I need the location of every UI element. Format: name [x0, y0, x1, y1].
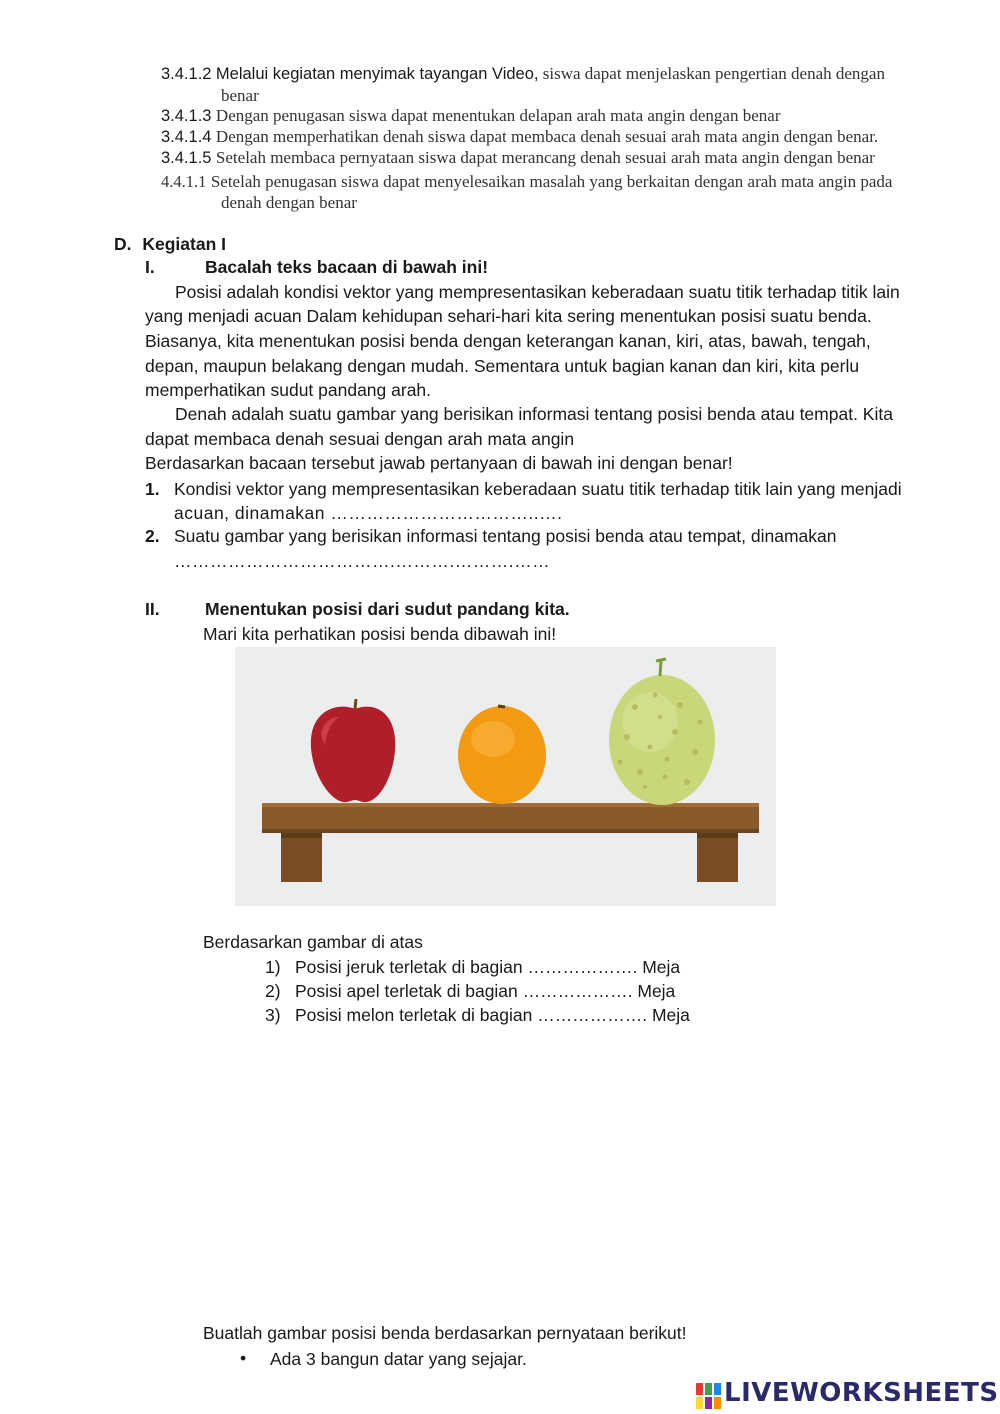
objective-3-4-1-2-cont: benar — [221, 86, 259, 105]
logo-wordmark: LIVEWORKSHEETS — [724, 1378, 999, 1408]
question-text: Kondisi vektor yang mempresentasikan keberadaan suatu titik terhadap titik lain yang menjadi — [174, 479, 902, 499]
p1-line: Posisi adalah kondisi vektor yang mempresentasikan keberadaan suatu titik terhadap titik lain — [175, 282, 900, 302]
question-text: Suatu gambar yang berisikan informasi tentang posisi benda atau tempat, dinamakan — [174, 526, 837, 546]
objective-4-4-1-1-cont: denah dengan benar — [221, 193, 357, 212]
p1-line: yang menjadi acuan Dalam kehidupan sehari-hari kita sering menentukan posisi suatu benda. — [145, 306, 872, 326]
question-number: 1. — [145, 479, 160, 499]
objective-3-4-1-5: 3.4.1.5 Setelah membaca pernyataan siswa dapat merancang denah sesuai arah mata angin dengan benar — [161, 148, 875, 167]
position-question-orange[interactable]: Posisi jeruk terletak di bagian ………………. Meja — [295, 957, 681, 977]
answer-blank[interactable]: ……………………………….……….……….…… — [174, 551, 551, 571]
section-d-label: D. — [114, 234, 132, 254]
objective-3-4-1-4: 3.4.1.4 Dengan memperhatikan denah siswa dapat membaca denah sesuai arah mata angin dengan benar. — [161, 127, 879, 146]
bullet-item: Ada 3 bangun datar yang sejajar. — [270, 1349, 527, 1369]
part2-title: Menentukan posisi dari sudut pandang kita. — [205, 599, 570, 619]
position-question-apple[interactable]: Posisi apel terletak di bagian ………………. Meja — [295, 981, 676, 1001]
liveworksheets-logo — [696, 1378, 999, 1414]
orange-icon — [458, 706, 546, 804]
section-d-heading — [114, 234, 226, 255]
part2-number: II. — [145, 599, 160, 619]
part1-title: Bacalah teks bacaan di bawah ini! — [205, 257, 489, 277]
bullet-icon: • — [240, 1348, 247, 1368]
objective-4-4-1-1: 4.4.1.1 Setelah penugasan siswa dapat menyelesaikan masalah yang berkaitan dengan arah mata angin pada — [161, 172, 893, 191]
position-question-melon[interactable]: Posisi melon terletak di bagian ………………. Meja — [295, 1005, 690, 1025]
objective-3-4-1-2: 3.4.1.2 Melalui kegiatan menyimak tayangan Video, siswa dapat menjelaskan pengertian denah dengan — [161, 64, 885, 83]
p1-line: memperhatikan sudut pandang arah. — [145, 380, 432, 400]
fruits-on-table-illustration — [235, 647, 776, 906]
answer-blank[interactable]: acuan, dinamakan ……………………………..…. — [174, 503, 563, 523]
item-number: 2) — [265, 981, 281, 1001]
p1-line: Biasanya, kita menentukan posisi benda dengan keterangan kanan, kiri, atas, bawah, tengah, — [145, 331, 871, 351]
objective-3-4-1-3: 3.4.1.3 Dengan penugasan siswa dapat menentukan delapan arah mata angin dengan benar — [161, 106, 781, 125]
part1-number: I. — [145, 257, 155, 277]
p2-line: dapat membaca denah sesuai dengan arah mata angin — [145, 429, 575, 449]
question-number: 2. — [145, 526, 160, 546]
item-number: 1) — [265, 957, 281, 977]
p2-line: Denah adalah suatu gambar yang berisikan informasi tentang posisi benda atau tempat. Kita — [175, 404, 893, 424]
item-number: 3) — [265, 1005, 281, 1025]
p1-line: depan, maupun belakang dengan mudah. Sementara untuk bagian kanan dan kiri, kita perlu — [145, 356, 860, 376]
draw-instruction: Buatlah gambar posisi benda berdasarkan pernyataan berikut! — [203, 1323, 687, 1343]
part1-instruction: Berdasarkan bacaan tersebut jawab pertanyaan di bawah ini dengan benar! — [145, 453, 733, 473]
part2-intro: Mari kita perhatikan posisi benda dibawah ini! — [203, 624, 557, 644]
logo-mark-icon — [696, 1383, 722, 1409]
section-d-title: Kegiatan I — [142, 234, 227, 254]
part2-after-text: Berdasarkan gambar di atas — [203, 932, 423, 952]
